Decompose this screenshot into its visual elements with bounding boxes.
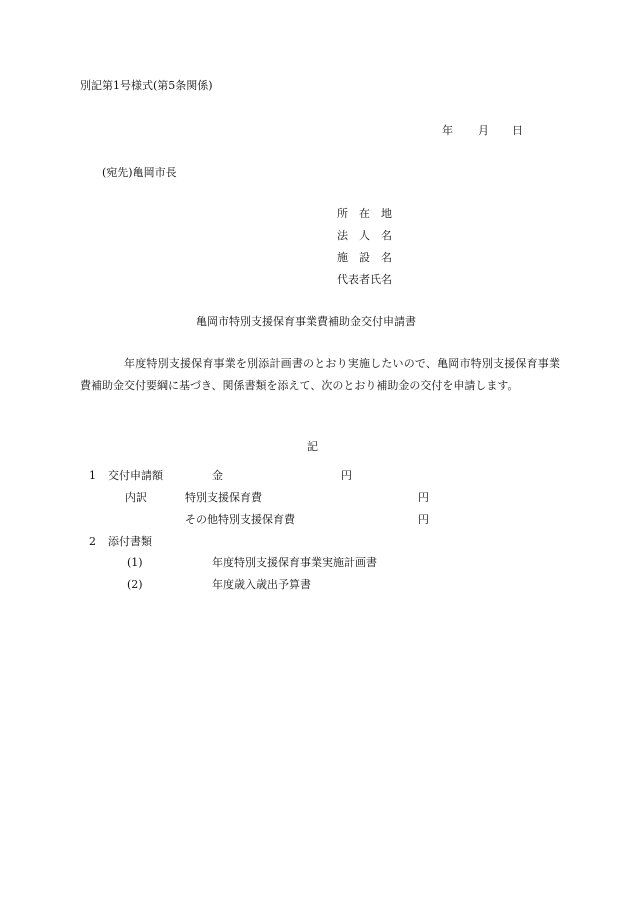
body-paragraph: 年度特別支援保育事業を別添計画書のとおり実施したいので、亀岡市特別支援保育事業費補助金交付要綱に基づき、関係書類を添えて、次のとおり補助金の交付を申請します。 [80, 357, 560, 392]
attachment1-number: (1) [127, 556, 143, 569]
applicant-facility-label: 施 設 名 [337, 251, 392, 264]
amount-yen: 円 [341, 469, 352, 482]
attachment1-text: 年度特別支援保育事業実施計画書 [212, 556, 377, 569]
item2-number: 2 [89, 535, 96, 548]
document-title: 亀岡市特別支援保育事業費補助金交付申請書 [196, 315, 416, 328]
addressee: (宛先)亀岡市長 [102, 166, 177, 179]
applicant-representative-label: 代表者氏名 [337, 273, 392, 286]
date-day-label: 日 [512, 124, 523, 137]
applicant-corp-name-label: 法 人 名 [337, 229, 392, 242]
form-number: 別記第1号様式(第5条関係) [80, 79, 213, 92]
attachment2-text: 年度歳入歳出予算書 [212, 578, 311, 591]
other-cost-yen: 円 [418, 513, 429, 526]
attachment2-number: (2) [127, 578, 143, 591]
breakdown-label: 内訳 [125, 491, 147, 504]
item1-label: 交付申請額 [108, 469, 163, 482]
date-month-label: 月 [478, 124, 489, 137]
special-cost-label: 特別支援保育費 [185, 491, 262, 504]
amount-kin: 金 [212, 469, 223, 482]
special-cost-yen: 円 [418, 491, 429, 504]
ki-heading: 記 [307, 440, 318, 453]
applicant-location-label: 所 在 地 [337, 207, 392, 220]
item1-number: 1 [89, 469, 96, 482]
date-year-label: 年 [442, 124, 453, 137]
other-cost-label: その他特別支援保育費 [185, 513, 295, 526]
item2-label: 添付書類 [108, 535, 152, 548]
